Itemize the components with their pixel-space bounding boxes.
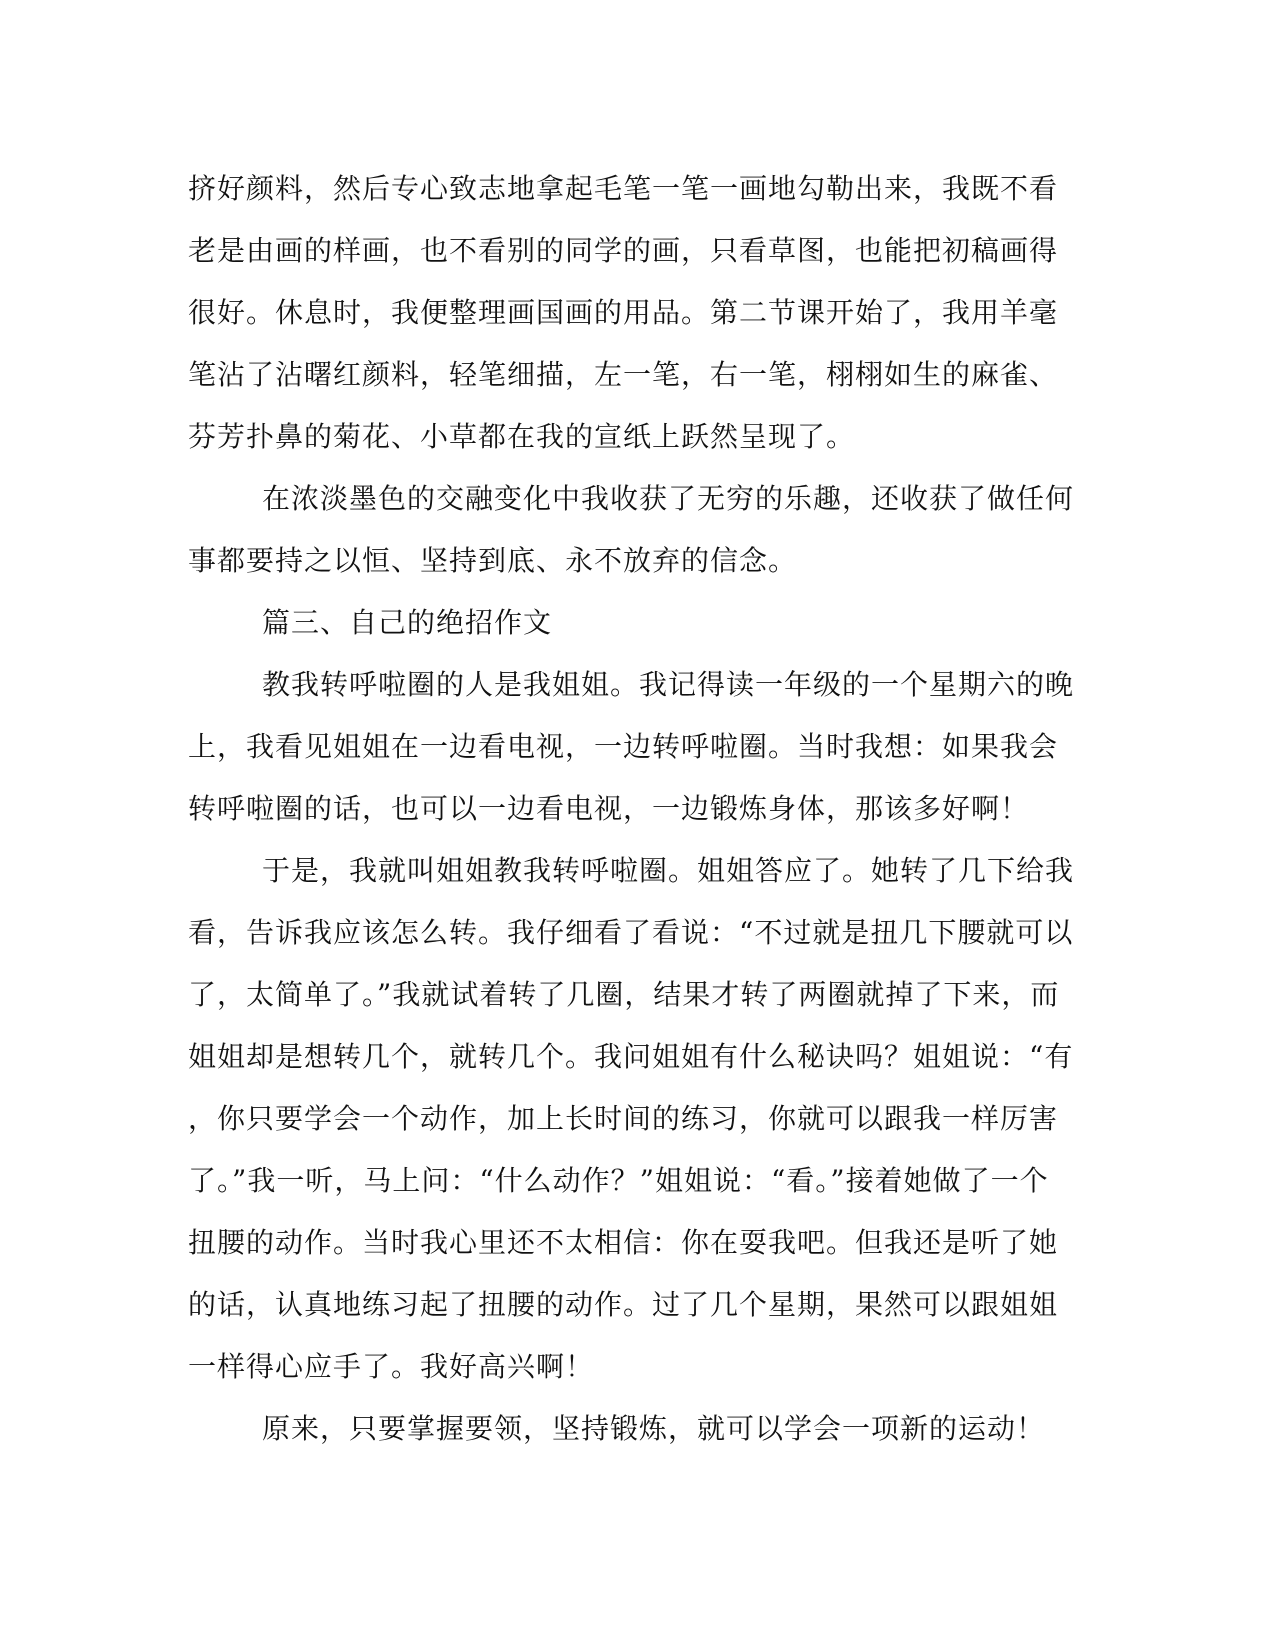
section-heading: 篇三、自己的绝招作文 [262, 606, 553, 639]
text-line: 老是由画的样画，也不看别的同学的画，只看草图，也能把初稿画得 [188, 234, 1059, 267]
text-line: 很好。休息时，我便整理画国画的用品。第二节课开始了，我用羊毫 [188, 296, 1059, 329]
text-line: 一样得心应手了。我好高兴啊！ [188, 1350, 595, 1383]
text-line: 芬芳扑鼻的菊花、小草都在我的宣纸上跃然呈现了。 [188, 420, 856, 453]
text-line: 笔沾了沾曙红颜料，轻笔细描，左一笔，右一笔，栩栩如生的麻雀、 [188, 358, 1059, 391]
text-line: 看，告诉我应该怎么转。我仔细看了看说：“不过就是扭几下腰就可以 [188, 916, 1074, 949]
text-line: 姐姐却是想转几个，就转几个。我问姐姐有什么秘诀吗？姐姐说：“有 [188, 1040, 1074, 1073]
text-line: ，你只要学会一个动作，加上长时间的练习，你就可以跟我一样厉害 [188, 1102, 1059, 1135]
text-line: 转呼啦圈的话，也可以一边看电视，一边锻炼身体，那该多好啊！ [188, 792, 1030, 825]
text-line: 的话，认真地练习起了扭腰的动作。过了几个星期，果然可以跟姐姐 [188, 1288, 1059, 1321]
paragraph-first-line: 原来，只要掌握要领，坚持锻炼，就可以学会一项新的运动！ [262, 1412, 1046, 1445]
text-line: 事都要持之以恒、坚持到底、永不放弃的信念。 [188, 544, 798, 577]
paragraph-first-line: 在浓淡墨色的交融变化中我收获了无穷的乐趣，还收获了做任何 [262, 482, 1075, 515]
essay-text [188, 158, 1075, 1460]
text-line: 了，太简单了。”我就试着转了几圈，结果才转了两圈就掉了下来，而 [188, 978, 1060, 1011]
text-line: 了。”我一听，马上问：“什么动作？”姐姐说：“看。”接着她做了一个 [188, 1164, 1049, 1197]
text-line: 上，我看见姐姐在一边看电视，一边转呼啦圈。当时我想：如果我会 [188, 730, 1059, 763]
paragraph-first-line: 于是，我就叫姐姐教我转呼啦圈。姐姐答应了。她转了几下给我 [262, 854, 1075, 887]
text-line: 扭腰的动作。当时我心里还不太相信：你在耍我吧。但我还是听了她 [188, 1226, 1059, 1259]
text-line: 挤好颜料，然后专心致志地拿起毛笔一笔一画地勾勒出来，我既不看 [188, 172, 1059, 205]
paragraph-first-line: 教我转呼啦圈的人是我姐姐。我记得读一年级的一个星期六的晚 [262, 668, 1075, 701]
